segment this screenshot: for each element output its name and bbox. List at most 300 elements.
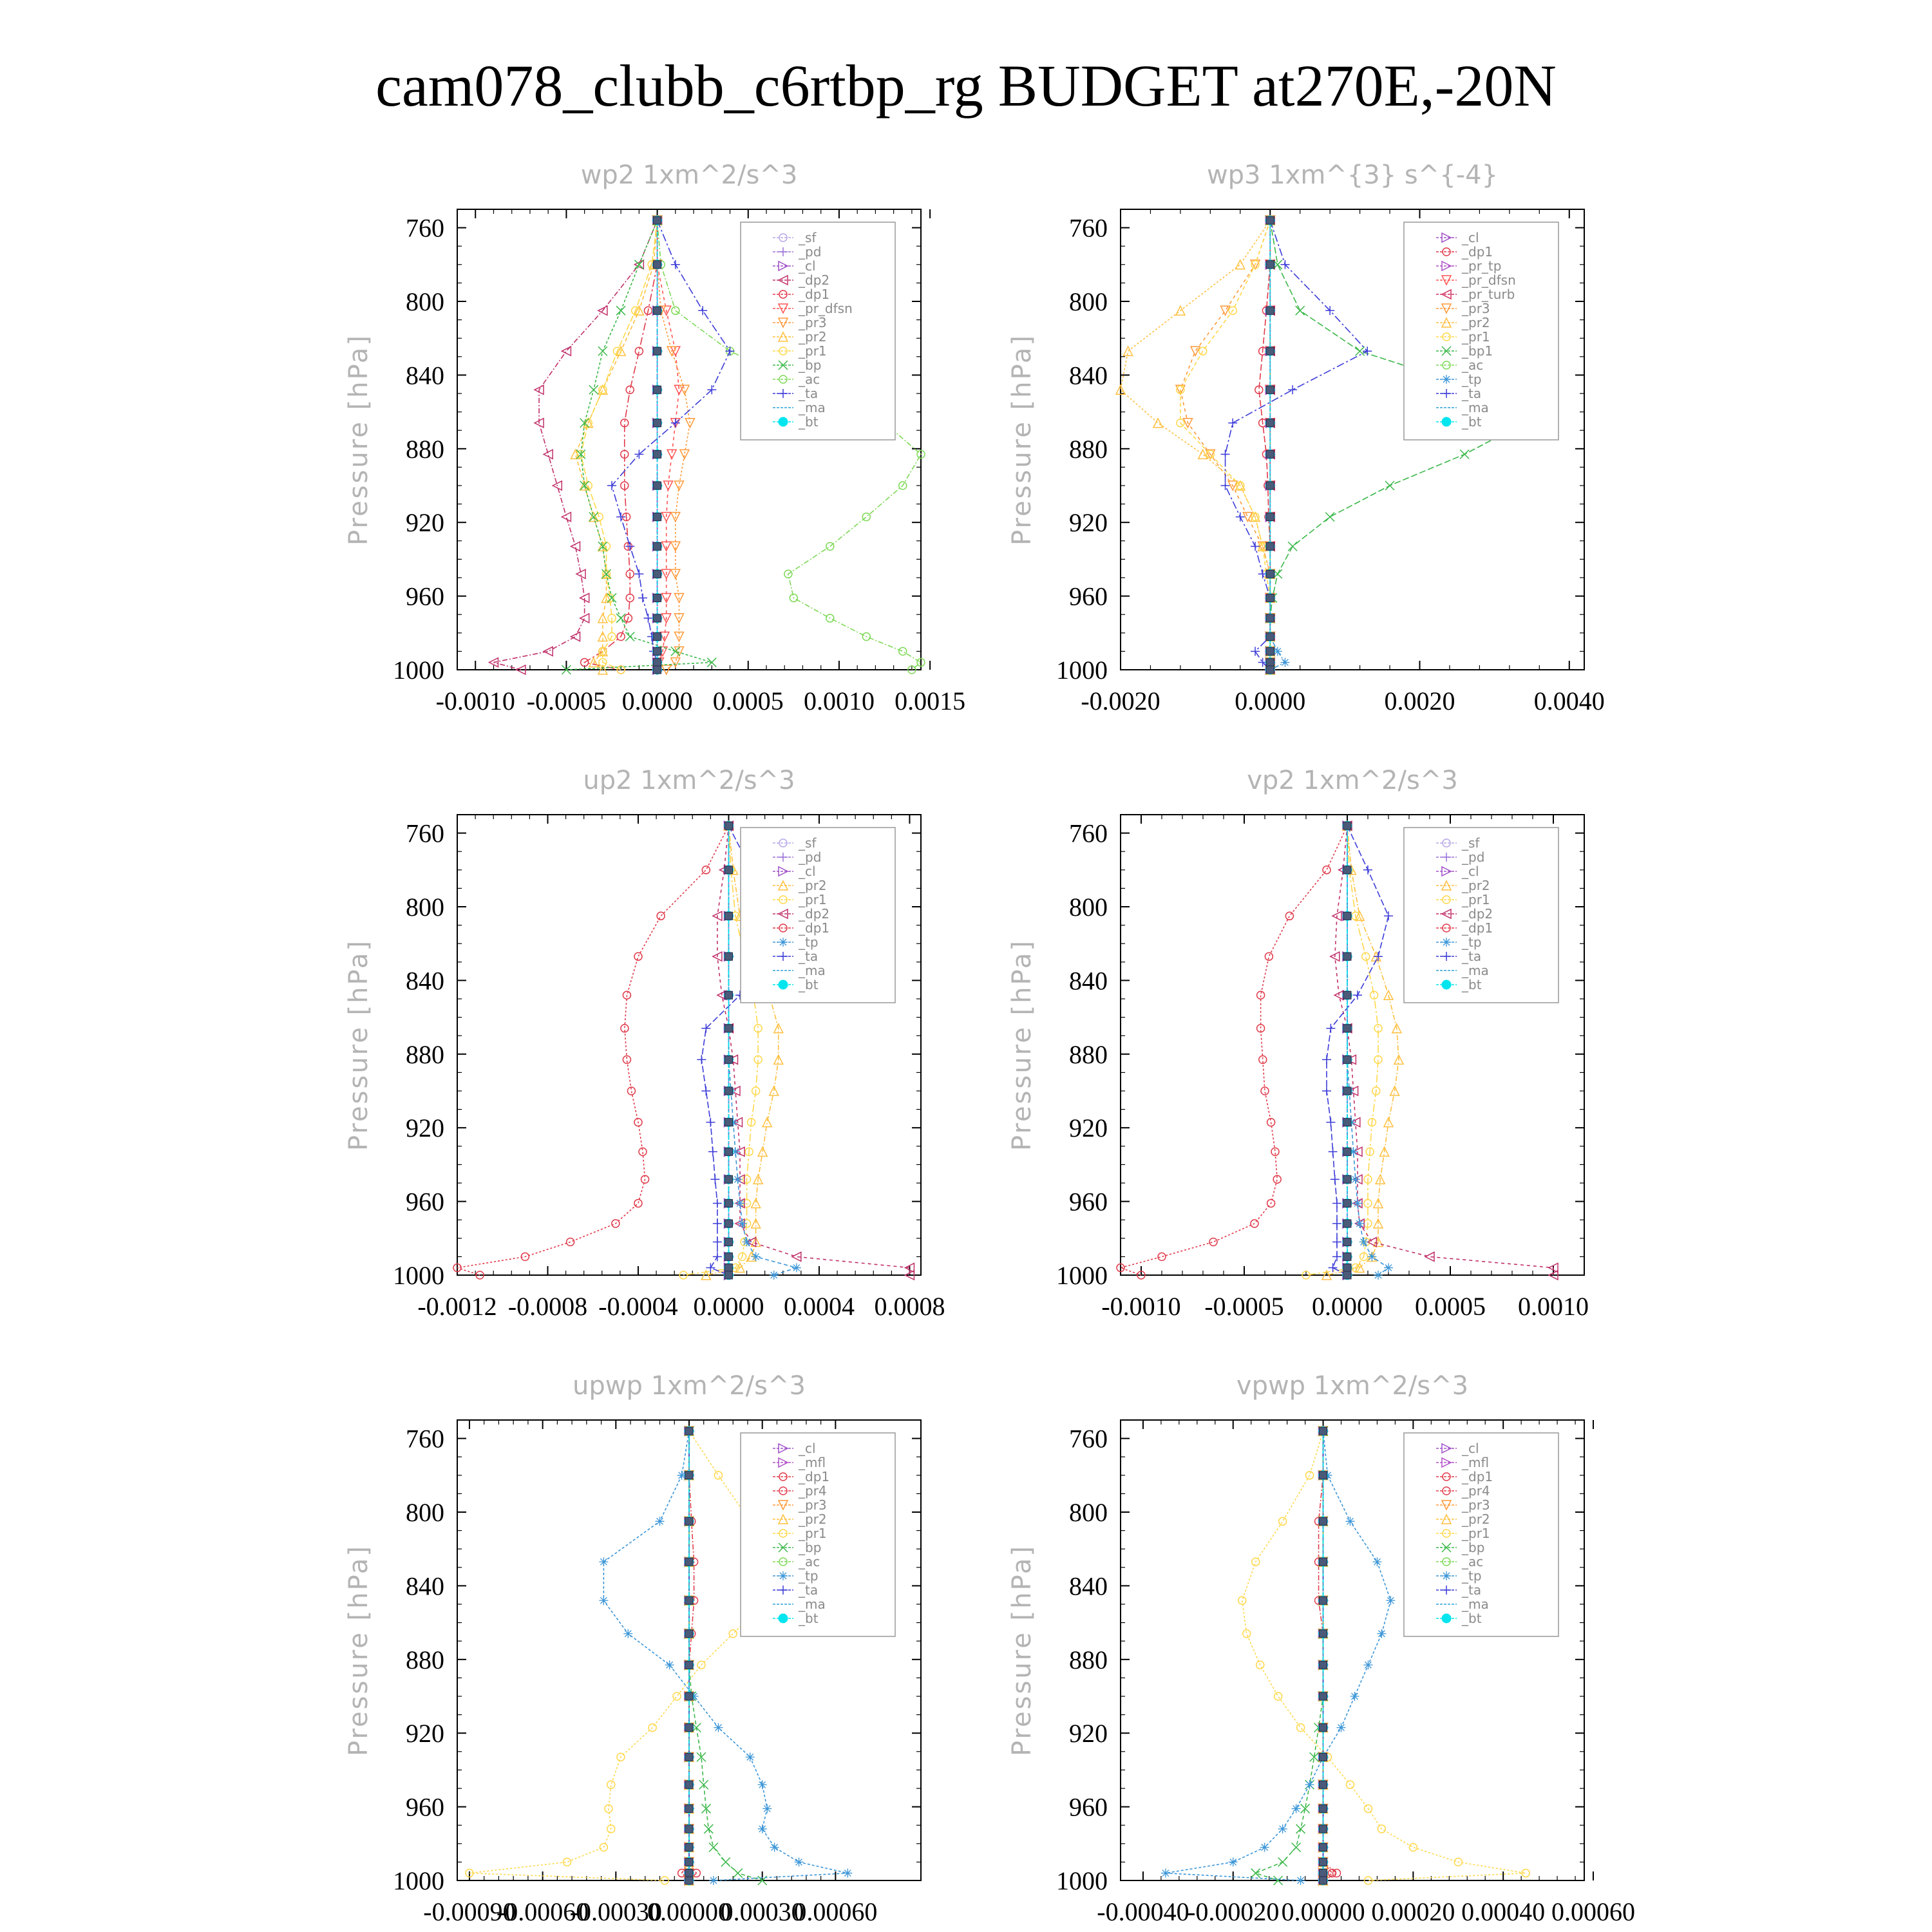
- data-point: [1331, 1175, 1340, 1184]
- legend-label: _ma: [799, 963, 826, 978]
- zero-marker: [685, 1558, 693, 1566]
- legend-label: _pr3: [1462, 301, 1490, 316]
- data-point: [671, 260, 680, 269]
- series-pr1: [466, 1427, 779, 1884]
- series-dp1: [453, 822, 732, 1279]
- legend-label: _cl: [799, 258, 816, 274]
- y-tick-label: 1000: [393, 1866, 444, 1895]
- zero-marker: [724, 1253, 732, 1260]
- x-tick-label: 0.00020: [1371, 1897, 1455, 1926]
- zero-marker: [724, 1148, 732, 1155]
- zero-marker: [654, 261, 661, 269]
- zero-marker: [1320, 1804, 1327, 1812]
- data-point: [1161, 1869, 1170, 1878]
- series-line: [493, 220, 657, 670]
- data-point: [1238, 1596, 1246, 1604]
- data-point: [710, 1175, 719, 1184]
- legend-label: _tp: [1462, 1568, 1482, 1584]
- data-point: [1367, 1252, 1376, 1261]
- series-dp1: [1117, 822, 1351, 1279]
- zero-marker: [1320, 1781, 1327, 1788]
- data-point: [1326, 1118, 1335, 1127]
- legend-label: _ta: [799, 1582, 819, 1598]
- zero-marker: [654, 659, 661, 667]
- zero-marker: [724, 952, 732, 960]
- data-point: [1326, 1024, 1335, 1033]
- chart-panel-5: [344, 1371, 921, 1926]
- y-tick-label: 760: [1069, 819, 1108, 848]
- x-tick-label: -0.0010: [435, 687, 515, 715]
- data-point: [1221, 450, 1230, 459]
- zero-marker: [1266, 513, 1274, 521]
- series-line: [469, 1431, 775, 1880]
- zero-marker: [654, 633, 661, 641]
- zero-marker: [1320, 1558, 1327, 1566]
- data-point: [1288, 542, 1297, 551]
- y-tick-label: 760: [406, 1424, 444, 1454]
- legend-label: _bt: [799, 977, 819, 992]
- x-tick-label: -0.0004: [598, 1292, 678, 1321]
- data-point: [1332, 1252, 1341, 1261]
- legend-label: _tp: [799, 934, 819, 950]
- zero-marker: [1343, 1238, 1351, 1246]
- data-point: [713, 1219, 722, 1228]
- series-pr2: [1322, 821, 1403, 1280]
- legend-label: _bt: [799, 1611, 819, 1626]
- zero-marker: [685, 1692, 693, 1700]
- x-tick-label: -0.0005: [526, 687, 607, 715]
- y-axis-label: Pressure [hPa]: [1007, 1544, 1037, 1756]
- legend-marker: [1442, 375, 1451, 384]
- data-point: [762, 1118, 772, 1127]
- zero-marker: [654, 647, 661, 655]
- data-point: [734, 1869, 743, 1878]
- zero-marker: [1343, 1087, 1351, 1095]
- zero-marker: [1343, 1253, 1351, 1260]
- series-bp: [1251, 1426, 1328, 1885]
- zero-marker: [1320, 1692, 1327, 1700]
- data-point: [1301, 1804, 1310, 1813]
- data-point: [1296, 306, 1305, 315]
- zero-marker: [654, 307, 661, 314]
- legend-label: _pr3: [1462, 1497, 1490, 1513]
- data-point: [589, 513, 598, 522]
- data-point: [770, 1843, 779, 1852]
- zero-marker: [1320, 1858, 1327, 1866]
- legend-label: _pr4: [799, 1483, 827, 1499]
- data-point: [671, 542, 680, 551]
- legend-label: _pr1: [1462, 892, 1490, 907]
- zero-marker: [654, 513, 661, 521]
- data-point: [713, 1252, 722, 1261]
- legend-label: _ta: [1462, 386, 1482, 401]
- y-tick-label: 800: [1069, 287, 1108, 316]
- zero-marker: [1266, 216, 1274, 224]
- data-point: [1278, 1857, 1287, 1866]
- legend-label: _pr1: [1462, 329, 1490, 345]
- y-tick-label: 880: [406, 1645, 444, 1674]
- panel-title: upwp 1xm^2/s^3: [573, 1371, 806, 1401]
- data-point: [770, 1271, 779, 1280]
- data-point: [698, 306, 707, 315]
- y-tick-label: 840: [1069, 966, 1108, 996]
- zero-marker: [1266, 307, 1274, 314]
- zero-marker: [1266, 261, 1274, 269]
- legend-label: _cl: [799, 864, 816, 879]
- data-point: [714, 1723, 723, 1732]
- zero-marker: [724, 1264, 732, 1272]
- legend-label: _cl: [1462, 1441, 1479, 1456]
- data-point: [634, 569, 643, 578]
- zero-marker: [654, 419, 661, 427]
- zero-marker: [1266, 386, 1274, 393]
- series-line: [585, 220, 658, 670]
- legend-label: _dp2: [1462, 906, 1493, 922]
- zero-marker: [1320, 1427, 1327, 1435]
- legend-label: _sf: [799, 230, 817, 245]
- zero-marker: [724, 1199, 732, 1207]
- data-point: [709, 1843, 718, 1852]
- series-pr1: [1302, 822, 1382, 1279]
- x-tick-label: -0.0012: [417, 1292, 497, 1321]
- data-point: [1367, 1238, 1376, 1247]
- legend-label: _pr2: [799, 1511, 827, 1527]
- y-tick-label: 800: [1069, 1498, 1108, 1527]
- zero-marker: [654, 570, 661, 578]
- y-tick-label: 960: [406, 1792, 444, 1822]
- chart-panel-1: [344, 160, 965, 715]
- panel-title: vpwp 1xm^2/s^3: [1236, 1371, 1469, 1401]
- legend-label: _dp1: [1462, 1469, 1493, 1484]
- series-pr3: [1176, 216, 1274, 674]
- series-line: [1180, 220, 1270, 670]
- data-point: [1274, 1692, 1282, 1700]
- data-point: [1323, 866, 1331, 874]
- zero-marker: [1343, 952, 1351, 960]
- zero-marker: [1320, 1825, 1327, 1833]
- y-tick-label: 1000: [1056, 1261, 1108, 1290]
- zero-marker: [1266, 647, 1274, 655]
- data-point: [792, 1264, 801, 1273]
- y-tick-label: 1000: [1056, 1866, 1108, 1895]
- data-point: [1350, 1692, 1359, 1701]
- zero-marker: [685, 1877, 693, 1884]
- zero-marker: [1343, 1175, 1351, 1183]
- zero-marker: [1266, 482, 1274, 489]
- series-line: [658, 220, 679, 670]
- data-point: [697, 1055, 706, 1064]
- data-point: [862, 513, 870, 521]
- series-line: [1226, 220, 1368, 670]
- data-point: [1346, 1517, 1355, 1526]
- series-line: [1121, 220, 1270, 670]
- legend-label: _bt: [1462, 414, 1482, 430]
- data-point: [599, 1596, 608, 1605]
- data-point: [1257, 991, 1265, 999]
- series-line: [581, 220, 658, 670]
- data-point: [1385, 481, 1394, 490]
- zero-marker: [724, 1175, 732, 1183]
- zero-marker: [1266, 666, 1274, 674]
- data-point: [1229, 1857, 1238, 1866]
- data-point: [1386, 1596, 1395, 1605]
- data-point: [709, 1876, 718, 1885]
- data-point: [1337, 1723, 1346, 1732]
- zero-marker: [1266, 570, 1274, 578]
- series-pr4: [1315, 1427, 1341, 1884]
- legend-label: _pr_turb: [1462, 287, 1515, 302]
- zero-marker: [685, 1596, 693, 1604]
- x-tick-label: -0.0005: [1204, 1292, 1284, 1321]
- zero-marker: [654, 614, 661, 622]
- series-dp1: [1320, 1427, 1336, 1884]
- legend-marker: [1442, 1571, 1451, 1580]
- y-tick-label: 920: [406, 1113, 444, 1143]
- data-point: [701, 1086, 710, 1095]
- chart-panel-6: [1007, 1371, 1635, 1926]
- legend-label: _bp: [799, 357, 822, 373]
- y-tick-label: 960: [406, 582, 444, 611]
- zero-marker: [685, 1844, 693, 1852]
- data-point: [1296, 1824, 1305, 1833]
- legend-label: _pr2: [1462, 315, 1490, 330]
- x-tick-label: 0.0005: [712, 687, 784, 715]
- zero-marker: [1320, 1724, 1327, 1732]
- legend-label: _pd: [799, 849, 822, 865]
- legend-marker: [1442, 1614, 1451, 1623]
- chart-panel-4: [1007, 766, 1589, 1321]
- zero-marker: [685, 1825, 693, 1833]
- legend-label: _pr2: [1462, 878, 1490, 893]
- zero-marker: [1343, 991, 1351, 999]
- legend-label: _ma: [1462, 400, 1489, 415]
- data-point: [706, 1118, 715, 1127]
- data-point: [1329, 1147, 1338, 1156]
- legend-label: _ta: [1462, 1582, 1482, 1598]
- zero-marker: [1343, 822, 1351, 829]
- data-point: [571, 542, 580, 551]
- zero-marker: [1266, 633, 1274, 641]
- legend-marker: [779, 417, 788, 426]
- legend-label: _ta: [799, 386, 819, 401]
- x-tick-label: 0.00060: [793, 1897, 878, 1926]
- zero-marker: [724, 991, 732, 999]
- zero-marker: [654, 386, 661, 393]
- legend: [1404, 1433, 1558, 1636]
- data-point: [1322, 1086, 1331, 1095]
- legend-label: _pd: [1462, 849, 1485, 865]
- series-dp2: [489, 216, 661, 674]
- legend-label: _tp: [1462, 372, 1482, 387]
- legend-marker: [1442, 938, 1451, 947]
- data-point: [1351, 1175, 1360, 1184]
- zero-marker: [685, 1661, 693, 1669]
- data-point: [643, 614, 652, 623]
- data-point: [743, 1238, 752, 1247]
- x-tick-label: 0.0005: [1415, 1292, 1486, 1321]
- y-tick-label: 920: [406, 1719, 444, 1748]
- zero-marker: [654, 594, 661, 601]
- panel-title: wp2 1xm^2/s^3: [580, 160, 798, 190]
- zero-marker: [685, 1870, 693, 1877]
- legend-label: _ma: [1462, 1596, 1489, 1612]
- zero-marker: [685, 1858, 693, 1866]
- legend-label: _pr4: [1462, 1483, 1490, 1499]
- zero-marker: [685, 1472, 693, 1479]
- series-pr1: [577, 216, 661, 674]
- legend-label: _ac: [1462, 1554, 1484, 1569]
- data-point: [738, 1219, 747, 1228]
- data-point: [1384, 1264, 1393, 1273]
- y-tick-label: 840: [406, 1571, 444, 1601]
- legend-label: _ac: [799, 1554, 820, 1569]
- zero-marker: [724, 1271, 732, 1279]
- zero-marker: [654, 482, 661, 489]
- zero-marker: [1320, 1630, 1327, 1638]
- legend-label: _bp: [1462, 1540, 1485, 1555]
- legend-label: _pr2: [799, 329, 827, 345]
- series-dp1: [678, 1427, 693, 1884]
- data-point: [1279, 1517, 1287, 1525]
- data-point: [544, 647, 553, 656]
- legend-label: _ta: [1462, 949, 1482, 964]
- y-tick-label: 800: [406, 1498, 444, 1527]
- data-point: [746, 1752, 755, 1761]
- data-point: [625, 632, 634, 641]
- legend-label: _tp: [799, 1568, 819, 1584]
- data-point: [713, 1238, 722, 1247]
- legend-marker: [779, 938, 788, 947]
- series-line: [1306, 826, 1378, 1275]
- y-tick-label: 920: [1069, 1719, 1108, 1748]
- x-tick-label: 0.00030: [720, 1897, 804, 1926]
- y-axis-label: Pressure [hPa]: [344, 334, 374, 545]
- data-point: [1362, 952, 1370, 960]
- y-tick-label: 840: [1069, 361, 1108, 390]
- series-ta: [1221, 216, 1372, 674]
- series-dp1: [581, 216, 661, 674]
- data-point: [758, 1824, 767, 1833]
- data-point: [589, 385, 598, 394]
- zero-marker: [1320, 1870, 1327, 1877]
- data-point: [599, 1557, 608, 1566]
- data-point: [1333, 1870, 1341, 1877]
- y-tick-label: 880: [1069, 1645, 1108, 1674]
- data-point: [1359, 1238, 1368, 1247]
- zero-marker: [1343, 1148, 1351, 1155]
- data-point: [1384, 911, 1393, 920]
- data-point: [616, 306, 625, 315]
- data-point: [721, 1857, 730, 1866]
- zero-marker: [724, 866, 732, 874]
- y-tick-label: 1000: [393, 656, 444, 685]
- legend-label: _ma: [799, 400, 826, 415]
- y-tick-label: 920: [1069, 1113, 1108, 1143]
- x-tick-label: 0.00000: [647, 1897, 731, 1926]
- data-point: [1278, 1824, 1287, 1833]
- zero-marker: [1320, 1844, 1327, 1852]
- data-point: [843, 1869, 852, 1878]
- data-point: [1296, 1876, 1305, 1885]
- zero-marker: [1320, 1661, 1327, 1669]
- zero-marker: [1266, 450, 1274, 458]
- zero-marker: [1343, 1025, 1351, 1032]
- zero-marker: [685, 1781, 693, 1788]
- y-tick-label: 840: [406, 966, 444, 996]
- data-point: [623, 1629, 632, 1638]
- zero-marker: [724, 1025, 732, 1032]
- y-axis-label: Pressure [hPa]: [344, 1544, 374, 1756]
- zero-marker: [1343, 1220, 1351, 1227]
- legend-label: _bt: [1462, 977, 1482, 992]
- zero-marker: [1343, 1264, 1351, 1272]
- x-tick-label: 0.0010: [1518, 1292, 1589, 1321]
- zero-marker: [685, 1517, 693, 1525]
- zero-marker: [1266, 614, 1274, 622]
- y-axis-label: Pressure [hPa]: [344, 939, 374, 1151]
- data-point: [1305, 1780, 1314, 1789]
- y-tick-label: 1000: [1056, 656, 1108, 685]
- data-point: [1332, 1238, 1341, 1247]
- data-point: [708, 1147, 717, 1156]
- zero-marker: [724, 1056, 732, 1063]
- legend-label: _bp1: [1462, 343, 1493, 359]
- x-tick-label: 0.00000: [1281, 1897, 1365, 1926]
- data-point: [580, 614, 589, 623]
- data-point: [795, 1857, 804, 1866]
- x-tick-label: 0.0000: [1312, 1292, 1383, 1321]
- legend: [741, 828, 895, 1003]
- data-point: [1236, 260, 1245, 269]
- series-ta: [1322, 821, 1393, 1280]
- data-point: [1158, 1253, 1166, 1260]
- zero-marker: [1320, 1596, 1327, 1604]
- zero-marker: [1320, 1517, 1327, 1525]
- series-tp: [1265, 216, 1289, 674]
- data-point: [576, 569, 585, 578]
- series-pr3: [653, 216, 695, 674]
- legend-label: _dp2: [799, 906, 830, 922]
- data-point: [680, 450, 689, 459]
- data-point: [1377, 1629, 1386, 1638]
- y-tick-label: 880: [406, 1039, 444, 1069]
- legend-label: _dp1: [799, 287, 830, 302]
- legend-label: _pr2: [1462, 1511, 1490, 1527]
- legend: [1404, 828, 1558, 1003]
- chart-panel-3: [344, 766, 945, 1321]
- legend-label: _pr1: [1462, 1526, 1490, 1541]
- legend-label: _dp1: [1462, 244, 1493, 260]
- legend-label: _dp1: [799, 1469, 830, 1484]
- legend-label: _pr1: [799, 343, 827, 359]
- data-point: [1297, 1724, 1305, 1732]
- legend-marker: [779, 980, 788, 989]
- data-point: [1322, 1055, 1331, 1064]
- series-line: [658, 220, 690, 670]
- legend-label: _sf: [1462, 835, 1480, 851]
- data-point: [1243, 1630, 1251, 1638]
- data-point: [1280, 658, 1289, 667]
- x-tick-label: 0.00040: [1461, 1897, 1546, 1926]
- y-tick-label: 840: [1069, 1571, 1108, 1601]
- data-point: [1353, 1198, 1362, 1208]
- data-point: [1292, 1843, 1301, 1852]
- legend: [1404, 222, 1558, 440]
- legend-label: _mfl: [1462, 1455, 1490, 1470]
- data-point: [726, 346, 735, 355]
- zero-marker: [724, 1220, 732, 1227]
- legend-label: _ac: [1462, 357, 1484, 373]
